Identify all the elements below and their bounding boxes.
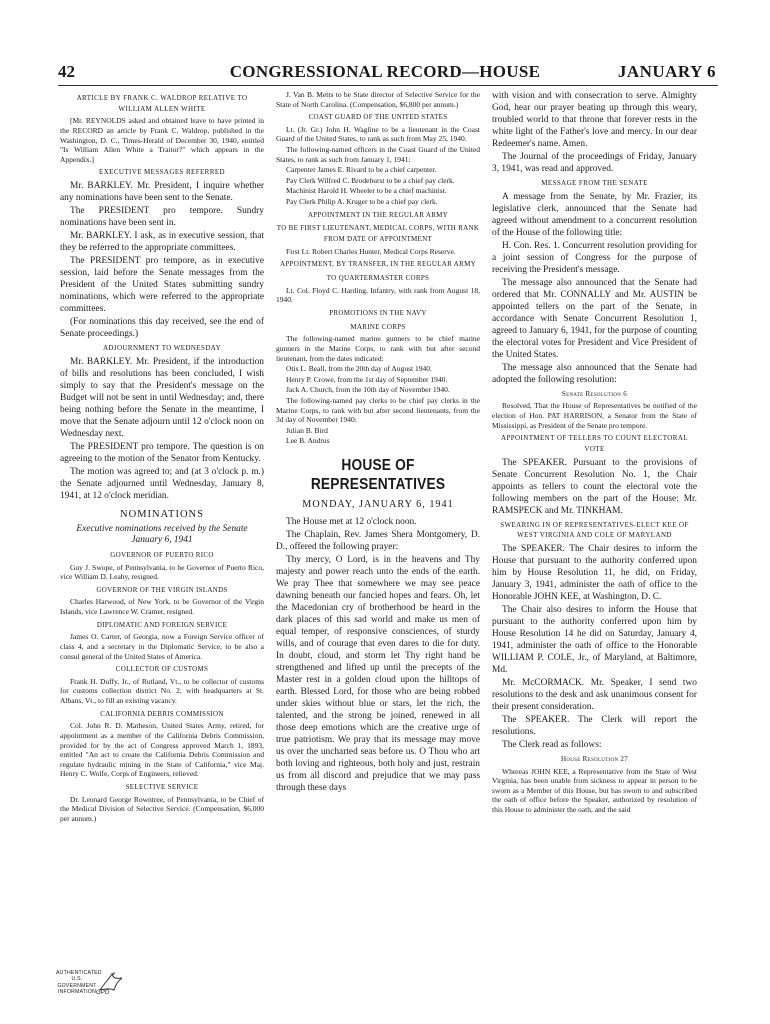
nomination-entry: The following-named marine gunners to be chief marine gunners in the Marine Corps, to rank with but after second lieutenant, from the dates indicated: bbox=[276, 334, 480, 363]
paragraph: The message also announced that the Senate had ordered that Mr. CONNALLY and Mr. AUSTIN be appointed tellers on the part of the Senate, in accordance with Senate Concurrent Resolution 1, agreed to January 6, 1941, for the purpose of counting the electoral votes for President and Vice President of the United States. bbox=[492, 277, 697, 360]
nomination-entry: Charles Harwood, of New York, to be Governor of the Virgin Islands, vice Lawrence W. Cramer, resigned. bbox=[60, 597, 264, 617]
paragraph: Mr. BARKLEY. Mr. President, if the introduction of bills and resolutions has been concluded, I wish simply to say that the President's message on the Budget will not be sent in until Wednesday; and, there being nothing before the Senate in the meantime, I move that the Senate adjourn until 12 o'clock noon on Wednesday next. bbox=[60, 356, 264, 439]
nomination-entry: Machinist Harold H. Wheeler to be a chief machinist. bbox=[286, 186, 447, 196]
publication-title: CONGRESSIONAL RECORD—HOUSE bbox=[229, 62, 541, 81]
section-subheading: TO QUARTERMASTER CORPS bbox=[326, 274, 430, 283]
paragraph: Mr. McCORMACK. Mr. Speaker, I send two resolutions to the desk and ask unanimous consent for their present consideration. bbox=[492, 678, 697, 712]
section-heading: APPOINTMENT, BY TRANSFER, IN THE REGULAR ARMY bbox=[279, 260, 477, 269]
section-heading: DIPLOMATIC AND FOREIGN SERVICE bbox=[96, 620, 228, 629]
section-heading: COLLECTOR OF CUSTOMS bbox=[115, 665, 209, 674]
paragraph: The SPEAKER. The Chair desires to inform the House that pursuant to the authority conferred upon him by House Resolution 11, he did, on Friday, January 3, 1941, administer the oath of office to the Honorable JOHN KEE, at Washington, D. C. bbox=[492, 544, 697, 602]
nomination-entry: The following-named pay clerks to be chief pay clerks in the Marine Corps, to rank with but after second lieutenants, from the 3d day of November 1940: bbox=[276, 395, 480, 425]
column-left bbox=[60, 90, 264, 970]
article-note: [Mr. REYNOLDS asked and obtained leave to have printed in the RECORD an article by Frank C. Waldrop, published in the Washington, D. C., Times-Herald of December 30, 1940, entitled "Is William Allen White a Traitor?" which appears in the Appendix.] bbox=[60, 116, 264, 164]
nomination-entry: Julian B. Bird bbox=[286, 425, 328, 435]
nomination-entry: Carpenter James E. Rivard to be a chief carpenter. bbox=[286, 165, 437, 175]
resolution-text: Resolved, That the House of Representatives be notified of the election of Hon. PAT HARRISON, a Senator from the State of Mississippi, as President of the Senate pro tempore. bbox=[492, 401, 697, 430]
nomination-entry: The following-named officers in the Coast Guard of the United States, to rank as such from January 1, 1941: bbox=[276, 145, 480, 164]
paragraph: The House met at 12 o'clock noon. bbox=[286, 516, 417, 527]
column-right bbox=[492, 90, 697, 970]
gpo-authentication-logo bbox=[56, 968, 126, 1012]
nomination-entry: Henry P. Crowe, from the 1st day of September 1940. bbox=[286, 374, 448, 384]
nominations-subheading: Executive nominations received by the Senate January 6, 1941 bbox=[76, 524, 248, 546]
paragraph: The Chair also desires to inform the House that pursuant to the authority conferred upon him by House Resolution 14 he did on Saturday, January 4, 1941, administer the oath of office to the Honorable WILLIAM P. COLE, Jr., of Maryland, at Baltimore, Md. bbox=[492, 605, 697, 675]
nomination-entry: Lee B. Andrus bbox=[286, 436, 330, 446]
nomination-entry: Otis L. Beall, from the 20th day of August 1940. bbox=[286, 364, 432, 374]
resolution-text: Whereas JOHN KEE, a Representative from the State of West Virginia, has been unable from sickness to appear in person to be sworn as a Member of this House, but has sworn to and subscribed the oath of office before the Speaker, authorized by resolution of this House to administer the oath, and the said bbox=[492, 766, 697, 815]
column-middle bbox=[276, 90, 480, 970]
paragraph: The PRESIDENT pro tempore. The question is on agreeing to the motion of the Senator from Kentucky. bbox=[60, 441, 264, 464]
resolution-heading: House Resolution 27 bbox=[560, 755, 629, 763]
gpo-mark: GPO bbox=[96, 990, 110, 996]
nomination-entry: Pay Clerk Philip A. Kruger to be a chief pay clerk. bbox=[286, 197, 438, 207]
house-heading: HOUSE OF REPRESENTATIVES bbox=[310, 456, 446, 493]
paragraph: The SPEAKER. The Clerk will report the resolutions. bbox=[492, 715, 697, 737]
nomination-entry: Frank H. Duffy, Jr., of Rutland, Vt., to be collector of customs for customs collection district No. 2, with headquarters at St. Albans, Vt., to fill an existing vacancy. bbox=[60, 676, 264, 706]
nomination-entry: Pay Clerk Wilfred C. Brodehurst to be a chief pay clerk. bbox=[286, 175, 455, 185]
nomination-entry: James O. Carter, of Georgia, now a Foreign Service officer of class 4, and a secretary in the Diplomatic Service, to be also a consul general of the United States of America. bbox=[60, 632, 264, 661]
prayer-continued: with vision and with consecration to serve. Almighty God, hear our prayer beating up through this weary, troubled world to that throne that forever rests in the white light of the Father's love and mercy. In our dear Redeemer's name. Amen. bbox=[492, 91, 697, 149]
header-rule bbox=[58, 85, 718, 86]
section-heading: COAST GUARD OF THE UNITED STATES bbox=[308, 113, 448, 122]
paragraph: The SPEAKER. Pursuant to the provisions of Senate Concurrent Resolution No. 1, the Chair appoints as tellers to count the electoral vote the following members on the part of the House: Mr. RAMSPECK and Mr. TINKHAM. bbox=[492, 457, 697, 516]
nominations-heading: NOMINATIONS bbox=[120, 508, 204, 520]
section-heading: APPOINTMENT IN THE REGULAR ARMY bbox=[307, 210, 449, 219]
paragraph: The PRESIDENT pro tempore. Sundry nominations have been sent in. bbox=[60, 206, 264, 229]
nomination-entry: Dr. Leonard George Rowntree, of Pennsylvania, to be Chief of the Medical Division of Selective Service. (Compensation, $6,000 per annum.) bbox=[60, 794, 264, 823]
paragraph: (For nominations this day received, see the end of Senate proceedings.) bbox=[60, 317, 264, 340]
paragraph: The Chaplain, Rev. James Shera Montgomery, D. D., offered the following prayer: bbox=[276, 529, 480, 552]
swearing-in-heading: SWEARING IN OF REPRESENTATIVES-ELECT KEE OF WEST VIRGINIA AND COLE OF MARYLAND bbox=[500, 520, 689, 540]
nomination-entry: Lt. (Jr. Gr.) John H. Wagline to be a lieutenant in the Coast Guard of the United States, to rank as such from May 25, 1940. bbox=[276, 124, 480, 144]
nomination-entry: First Lt. Robert Charles Hunter, Medical Corps Reserve. bbox=[286, 246, 456, 256]
resolution-heading: Senate Resolution 6 bbox=[561, 389, 628, 398]
section-heading: GOVERNOR OF PUERTO RICO bbox=[110, 550, 214, 559]
running-header bbox=[40, 62, 730, 86]
page-number: 42 bbox=[58, 62, 75, 81]
logo-caption: AUTHENTICATED U.S. GOVERNMENT INFORMATION bbox=[56, 970, 102, 996]
paragraph: The motion was agreed to; and (at 3 o'clock p. m.) the Senate adjourned until Wednesday, January 8, 1941, at 12 o'clock meridian. bbox=[60, 466, 264, 501]
paragraph: H. Con. Res. 1. Concurrent resolution providing for a joint session of Congress for the purpose of receiving the President's message. bbox=[492, 240, 697, 275]
journal-paragraph: The Journal of the proceedings of Friday, January 3, 1941, was read and approved. bbox=[492, 152, 697, 174]
section-heading: SELECTIVE SERVICE bbox=[125, 782, 199, 791]
nomination-entry: Lt. Col. Floyd C. Harding, Infantry, with rank from August 18, 1940. bbox=[276, 285, 480, 305]
paragraph: Mr. BARKLEY. Mr. President, I inquire whether any nominations have been sent to the Senate. bbox=[60, 181, 264, 204]
paragraph: The Clerk read as follows: bbox=[502, 740, 602, 750]
paragraph: Mr. BARKLEY. I ask, as in executive session, that they be referred to the appropriate committees. bbox=[60, 231, 264, 254]
paragraph: A message from the Senate, by Mr. Frazier, its legislative clerk, announced that the Senate had agreed without amendment to a concurrent resolution of the House of the following title: bbox=[492, 191, 697, 238]
nomination-entry: Jack A. Church, from the 10th day of November 1940. bbox=[286, 385, 450, 395]
article-heading: ARTICLE BY FRANK C. WALDROP RELATIVE TO WILLIAM ALLEN WHITE bbox=[76, 94, 248, 113]
section-subheading: MARINE CORPS bbox=[350, 322, 406, 331]
prayer-text: Thy mercy, O Lord, is in the heavens and Thy majesty and power reach unto the ends of the earth. We pray Thee that somewhere we may see peace dawning beneath our fancied hopes and fears. Oh, let the Macedonian cry of brotherhood be heard in the dark places of this sad world and make us men of equal temper, of responsive consciences, of sturdy wills, and of courage that even dares to die for duty. In doubt, cloud, and storm let Thy right hand be strengthened and lifted up until the precepts of the Master rest in a golden cloud upon the hilltops of earth. Blessed Lord, for those who are being robbed under skies without blue or stars, let the rich, the talented, and the strong be joined, renewed in all those deep emotions which are the creative urge of true patriotism. We pray that its message may move us over the uncharted seas before us. O Thou who art both loving and righteous, both holy and just, restrain us from all discord and prejudice that we may pass through these days bbox=[276, 554, 480, 793]
nomination-entry: J. Van B. Metts to be State director of Selective Service for the State of North Carolina. (Compensation, $6,800 per annum.) bbox=[276, 90, 480, 109]
exec-messages-heading: EXECUTIVE MESSAGES REFERRED bbox=[99, 168, 225, 177]
nomination-entry: Col. John R. D. Matheson, United States Army, retired, for appointment as a member of the California Debris Commission, provided for by the act of Congress approved March 1, 1893, entitled "An act to create the California Debris Commission and regulate hydraulic mining in the State of California," vice Maj. Henry C. Wolfe, Corps of Engineers, relieved. bbox=[60, 721, 264, 779]
tellers-heading: APPOINTMENT OF TELLERS TO COUNT ELECTORAL VOTE bbox=[501, 434, 688, 453]
section-subheading: TO BE FIRST LIEUTENANT, MEDICAL CORPS, WITH RANK FROM DATE OF APPOINTMENT bbox=[276, 224, 480, 244]
adjournment-heading: ADJOURNMENT TO WEDNESDAY bbox=[102, 344, 222, 353]
house-date: MONDAY, JANUARY 6, 1941 bbox=[302, 498, 454, 510]
section-heading: CALIFORNIA DEBRIS COMMISSION bbox=[100, 709, 224, 718]
paragraph: The PRESIDENT pro tempore, as in executive session, laid before the Senate messages from the President of the United States submitting sundry nominations, which were referred to the appropriate committees. bbox=[60, 256, 264, 315]
section-heading: PROMOTIONS IN THE NAVY bbox=[329, 308, 427, 317]
paragraph: The message also announced that the Senate had adopted the following resolution: bbox=[492, 362, 697, 385]
nomination-entry: Guy J. Swope, of Pennsylvania, to be Governor of Puerto Rico, vice William D. Leahy, resigned. bbox=[60, 562, 264, 582]
header-date: JANUARY 6 bbox=[617, 62, 716, 81]
section-heading: GOVERNOR OF THE VIRGIN ISLANDS bbox=[96, 585, 228, 594]
senate-message-heading: MESSAGE FROM THE SENATE bbox=[541, 179, 648, 187]
